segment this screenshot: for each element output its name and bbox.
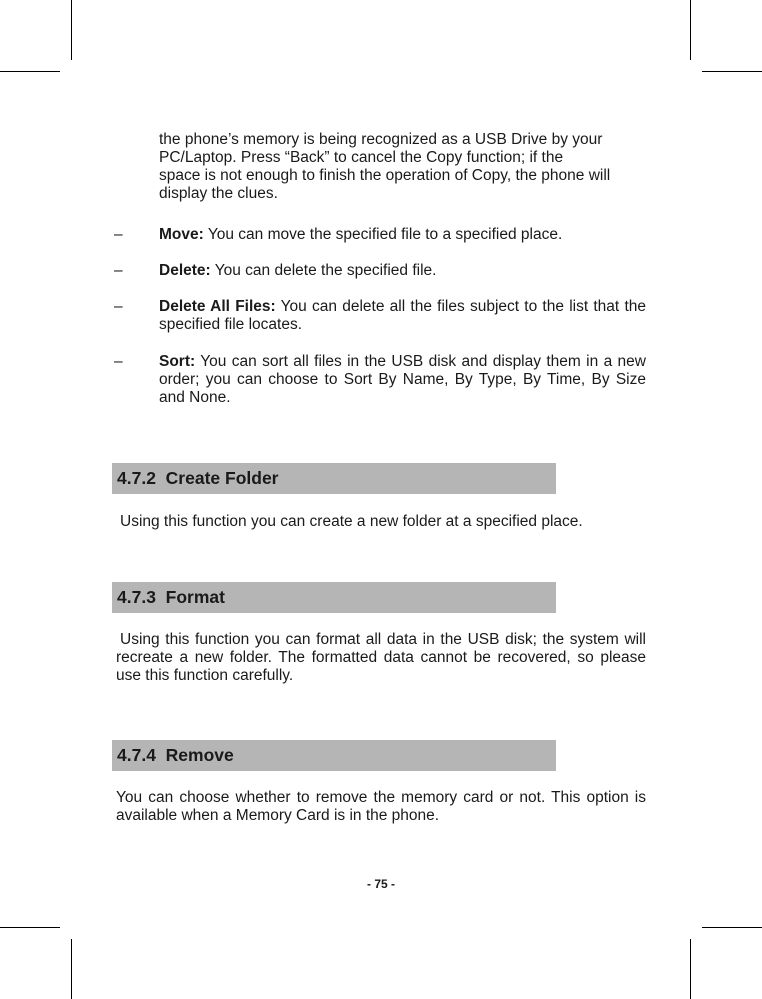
section-body-format: Using this function you can format all data in the USB disk; the system will recreate a new folder. The formatted data cannot be recovered, so please use this function carefully. [116, 631, 646, 684]
page-number: - 75 - [366, 877, 395, 891]
bullet-dash: – [114, 226, 123, 243]
section-heading-format [112, 582, 556, 613]
crop-mark [702, 927, 762, 928]
list-item-term: Sort: [159, 353, 196, 370]
list-item-term: Move: [159, 226, 204, 243]
list-item-text: You can move the specified file to a specified place. [203, 226, 563, 243]
intro-line: the phone’s memory is being recognized as a USB Drive by your [159, 131, 603, 148]
list-item-move [159, 226, 646, 244]
section-number: 4.7.4 [117, 745, 156, 765]
section-heading-create-folder [112, 463, 556, 494]
list-item-delete [159, 262, 646, 280]
list-item-text: You can sort all files in the USB disk and display them in a new order; you can choose to Sort By Name, By Type, By Time, By Size and None. [159, 353, 646, 406]
list-item-sort [159, 353, 646, 407]
crop-mark [0, 71, 60, 72]
intro-paragraph [159, 131, 646, 203]
section-heading-remove [112, 740, 556, 771]
bullet-dash: – [114, 353, 123, 370]
section-number: 4.7.3 [117, 587, 156, 607]
section-title: Format [165, 587, 225, 607]
section-title: Remove [165, 745, 234, 765]
list-item-delete-all [159, 298, 646, 334]
crop-mark [690, 0, 691, 60]
crop-mark [0, 927, 60, 928]
section-title: Create Folder [165, 468, 279, 488]
section-number: 4.7.2 [117, 468, 156, 488]
intro-line: PC/Laptop. Press “Back” to cancel the Copy function; if the [159, 149, 564, 166]
bullet-dash: – [114, 262, 123, 279]
section-body-remove: You can choose whether to remove the memory card or not. This option is available when a Memory Card is in the phone. [116, 789, 646, 824]
list-item-text: You can delete all the files subject to the list that the specified file locates. [159, 298, 646, 333]
crop-mark [690, 939, 691, 999]
list-item-text: You can delete the specified file. [210, 262, 437, 279]
list-item-term: Delete: [159, 262, 211, 279]
crop-mark [702, 71, 762, 72]
intro-line: display the clues. [159, 185, 278, 202]
section-body-create-folder: Using this function you can create a new folder at a specified place. [120, 513, 583, 530]
list-item-term: Delete All Files: [159, 298, 276, 315]
crop-mark [71, 0, 72, 60]
intro-line: space is not enough to finish the operation of Copy, the phone will [159, 167, 611, 184]
crop-mark [71, 939, 72, 999]
bullet-dash: – [114, 298, 123, 315]
